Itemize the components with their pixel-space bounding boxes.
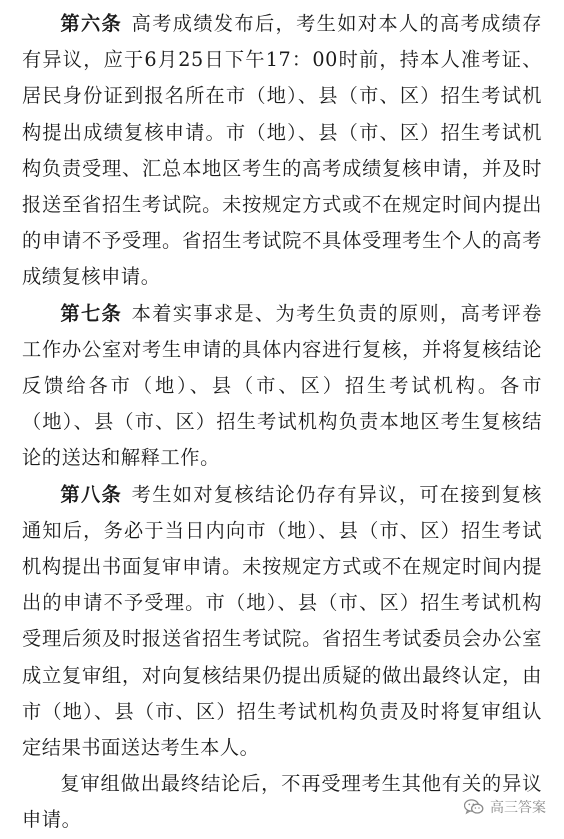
article-number: 第七条 (60, 301, 123, 325)
article-8 (22, 477, 542, 767)
article-6 (22, 6, 542, 296)
watermark-label: 高三答案 (490, 800, 546, 816)
document-body (22, 6, 542, 839)
closing-paragraph: 复审组做出最终结论后，不再受理考生其他有关的异议申请。 (22, 772, 542, 832)
article-number: 第六条 (60, 12, 123, 35)
wechat-icon (464, 799, 484, 815)
article-7 (22, 296, 542, 477)
article-text: 本着实事求是、为考生负责的原则，高考评卷工作办公室对考生申请的具体内容进行复核，并将复核结论反馈给各市（地）、县（市、区）招生考试机构。各市（地）、县（市、区）招生考试机构负责本地区考生复核结论的送达和解释工作。 (22, 301, 542, 470)
article-text: 高考成绩发布后，考生如对本人的高考成绩存有异议，应于6月25日下午17：00时前，持本人准考证、居民身份证到报名所在市（地）、县（市、区）招生考试机构提出成绩复核申请。市（地）、县（市、区）招生考试机构负责受理、汇总本地区考生的高考成绩复核申请，并及时报送至省招生考试院。未按规定方式或不在规定时间内提出的申请不予受理。省招生考试院不具体受理考生个人的高考成绩复核申请。 (22, 12, 542, 289)
watermark (460, 795, 550, 819)
article-text: 考生如对复核结论仍存有异议，可在接到复核通知后，务必于当日内向市（地）、县（市、区）招生考试机构提出书面复审申请。未按规定方式或不在规定时间内提出的申请不予受理。市（地）、县（市、区）招生考试机构受理后须及时报送省招生考试院。省招生考试委员会办公室成立复审组，对向复核结果仍提出质疑的做出最终认定，由市（地）、县（市、区）招生考试机构负责及时将复审组认定结果书面送达考生本人。 (22, 482, 542, 760)
article-number: 第八条 (60, 482, 123, 506)
